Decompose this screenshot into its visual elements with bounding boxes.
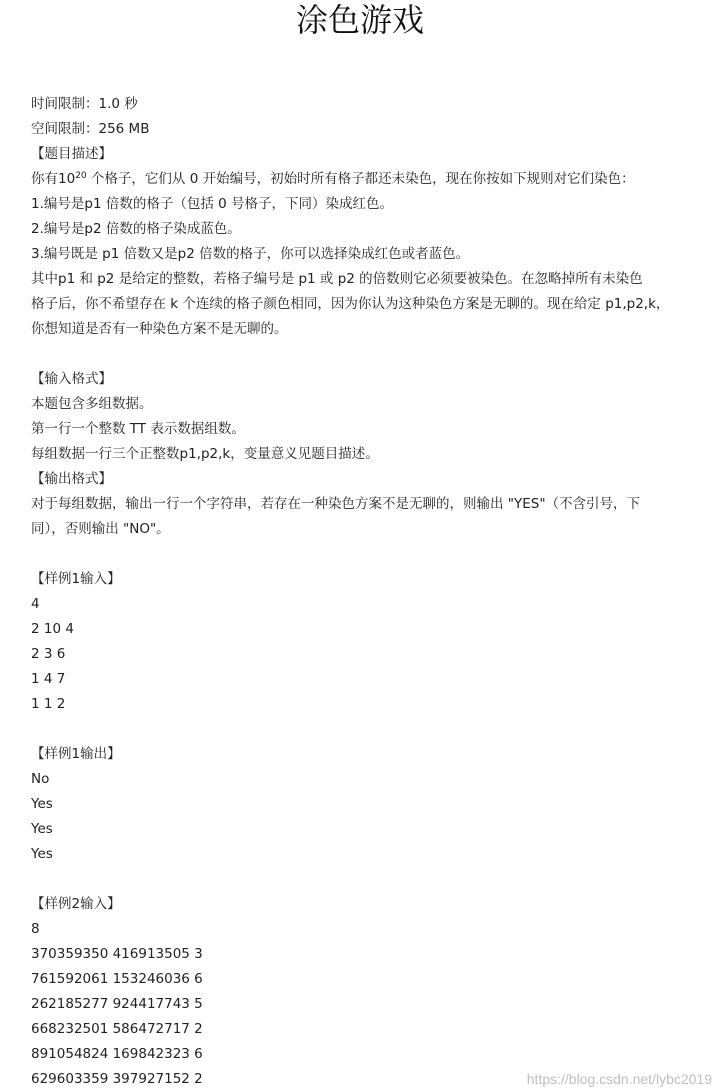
- sample1-output-header: 【样例1输出】: [31, 746, 121, 762]
- detail-line-2: 格子后，你不希望存在 k 个连续的格子颜色相同，因为你认为这种染色方案是无聊的。现在给定 p1,p2,k，: [31, 296, 670, 312]
- sample2-input-line: 629603359 397927152 2: [31, 1071, 203, 1087]
- sample1-input-line: 2 10 4: [31, 621, 74, 637]
- rule-1: 1.编号是p1 倍数的格子（包括 0 号格子，下同）染成红色。: [31, 196, 394, 212]
- output-format-header: 【输出格式】: [31, 471, 112, 487]
- input-format-line-3: 每组数据一行三个正整数p1,p2,k，变量意义见题目描述。: [31, 446, 379, 462]
- sample1-input-line: 1 4 7: [31, 671, 66, 687]
- sample1-output-line: No: [31, 771, 50, 787]
- sample2-input-header: 【样例2输入】: [31, 896, 121, 912]
- description-intro: [31, 167, 681, 192]
- detail-line-3: 你想知道是否有一种染色方案不是无聊的。: [31, 321, 288, 337]
- detail-line-1: 其中p1 和 p2 是给定的整数，若格子编号是 p1 或 p2 的倍数则它必须要被染色。在忽略掉所有未染色: [31, 271, 643, 287]
- sample2-input-line: 761592061 153246036 6: [31, 971, 203, 987]
- sample1-output-line: Yes: [31, 821, 53, 837]
- sample1-output-line: Yes: [31, 796, 53, 812]
- sample1-input-line: 1 1 2: [31, 696, 66, 712]
- input-format-header: 【输入格式】: [31, 371, 112, 387]
- input-format-line-1: 本题包含多组数据。: [31, 396, 153, 412]
- page-title: 涂色游戏: [295, 1, 424, 39]
- problem-body: [31, 92, 681, 1092]
- sample1-output-line: Yes: [31, 846, 53, 862]
- sample1-input-line: 4: [31, 596, 40, 612]
- input-format-line-2: 第一行一个整数 TT 表示数据组数。: [31, 421, 245, 437]
- sample2-input-line: 668232501 586472717 2: [31, 1021, 203, 1037]
- sample2-input-line: 8: [31, 921, 40, 937]
- spacer: [31, 342, 681, 367]
- output-format-line-2: 同），否则输出 "NO"。: [31, 521, 170, 537]
- time-limit: 时间限制：1.0 秒: [31, 96, 138, 112]
- intro-exponent: 20: [75, 171, 87, 181]
- spacer: [31, 867, 681, 892]
- description-header: 【题目描述】: [31, 146, 112, 162]
- memory-limit: 空间限制：256 MB: [31, 121, 150, 137]
- sample2-input-line: 370359350 416913505 3: [31, 946, 203, 962]
- intro-prefix: 你有10: [31, 171, 76, 187]
- output-format-line-1: 对于每组数据，输出一行一个字符串，若存在一种染色方案不是无聊的，则输出 "YES"（不含引号，下: [31, 496, 641, 512]
- spacer: [31, 542, 681, 567]
- sample1-input-header: 【样例1输入】: [31, 571, 121, 587]
- rule-3: 3.编号既是 p1 倍数又是p2 倍数的格子，你可以选择染成红色或者蓝色。: [31, 246, 470, 262]
- sample2-input-line: 262185277 924417743 5: [31, 996, 203, 1012]
- sample1-input-line: 2 3 6: [31, 646, 66, 662]
- rule-2: 2.编号是p2 倍数的格子染成蓝色。: [31, 221, 241, 237]
- intro-suffix: 个格子，它们从 0 开始编号，初始时所有格子都还未染色，现在你按如下规则对它们染色：: [86, 171, 635, 187]
- watermark: https://blog.csdn.net/lybc2019: [526, 1071, 712, 1087]
- sample2-input-line: 891054824 169842323 6: [31, 1046, 203, 1062]
- spacer: [31, 717, 681, 742]
